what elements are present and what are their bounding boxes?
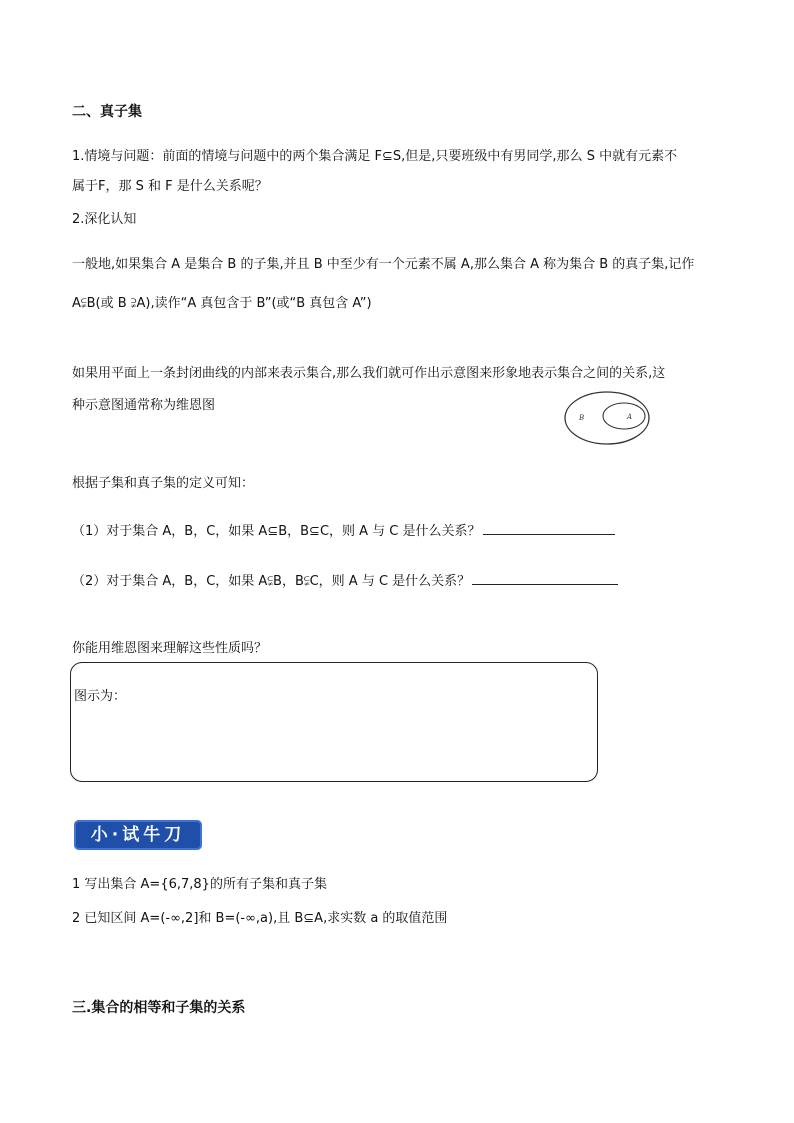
venn-inner-set (603, 403, 645, 429)
property-2: （2）对于集合 A，B，C，如果 A⫋B，B⫋C，则 A 与 C 是什么关系？ (72, 574, 471, 589)
diagram-label: 图示为： (74, 689, 127, 704)
question-1-line-1: 1.情境与问题：前面的情境与问题中的两个集合满足 F⊆S,但是,只要班级中有男同学,那么 S 中就有元素不 (72, 149, 678, 164)
property-intro: 根据子集和真子集的定义可知： (72, 476, 255, 491)
practice-badge: 小·试牛刀 (74, 820, 202, 850)
answer-blank-1[interactable] (483, 520, 615, 535)
property-1-row (72, 520, 615, 541)
section-heading-proper-subset: 二、真子集 (72, 104, 142, 120)
diagram-drawing-box[interactable] (70, 662, 598, 782)
answer-blank-2[interactable] (472, 570, 618, 585)
question-2: 2.深化认知 (72, 212, 137, 227)
exercise-2: 2 已知区间 A=(-∞,2]和 B=(-∞,a),且 B⊆A,求实数 a 的取值范围 (72, 911, 448, 926)
definition-line-1: 一般地,如果集合 A 是集合 B 的子集,并且 B 中至少有一个元素不属 A,那么集合 A 称为集合 B 的真子集,记作 (72, 257, 695, 272)
venn-diagram (561, 388, 653, 450)
question-1-line-2: 属于F，那 S 和 F 是什么关系呢？ (72, 179, 268, 194)
venn-inner-label: A (627, 413, 633, 421)
section-heading-equality: 三.集合的相等和子集的关系 (72, 1000, 246, 1016)
property-1: （1）对于集合 A，B，C，如果 A⊆B，B⊆C，则 A 与 C 是什么关系？ (72, 524, 481, 539)
property-2-row (72, 570, 618, 591)
venn-text-line-1: 如果用平面上一条封闭曲线的内部来表示集合,那么我们就可作出示意图来形象地表示集合之间的关系,这 (72, 366, 666, 381)
venn-question: 你能用维恩图来理解这些性质吗？ (72, 641, 268, 656)
venn-outer-label: B (579, 414, 585, 422)
definition-line-2: A⫋B(或 B ⫌A),读作“A 真包含于 B”(或“B 真包含 A”) (72, 296, 372, 311)
venn-outer-set (565, 392, 649, 444)
venn-text-line-2: 种示意图通常称为维恩图 (72, 398, 216, 413)
exercise-1: 1 写出集合 A={6,7,8}的所有子集和真子集 (72, 877, 327, 892)
